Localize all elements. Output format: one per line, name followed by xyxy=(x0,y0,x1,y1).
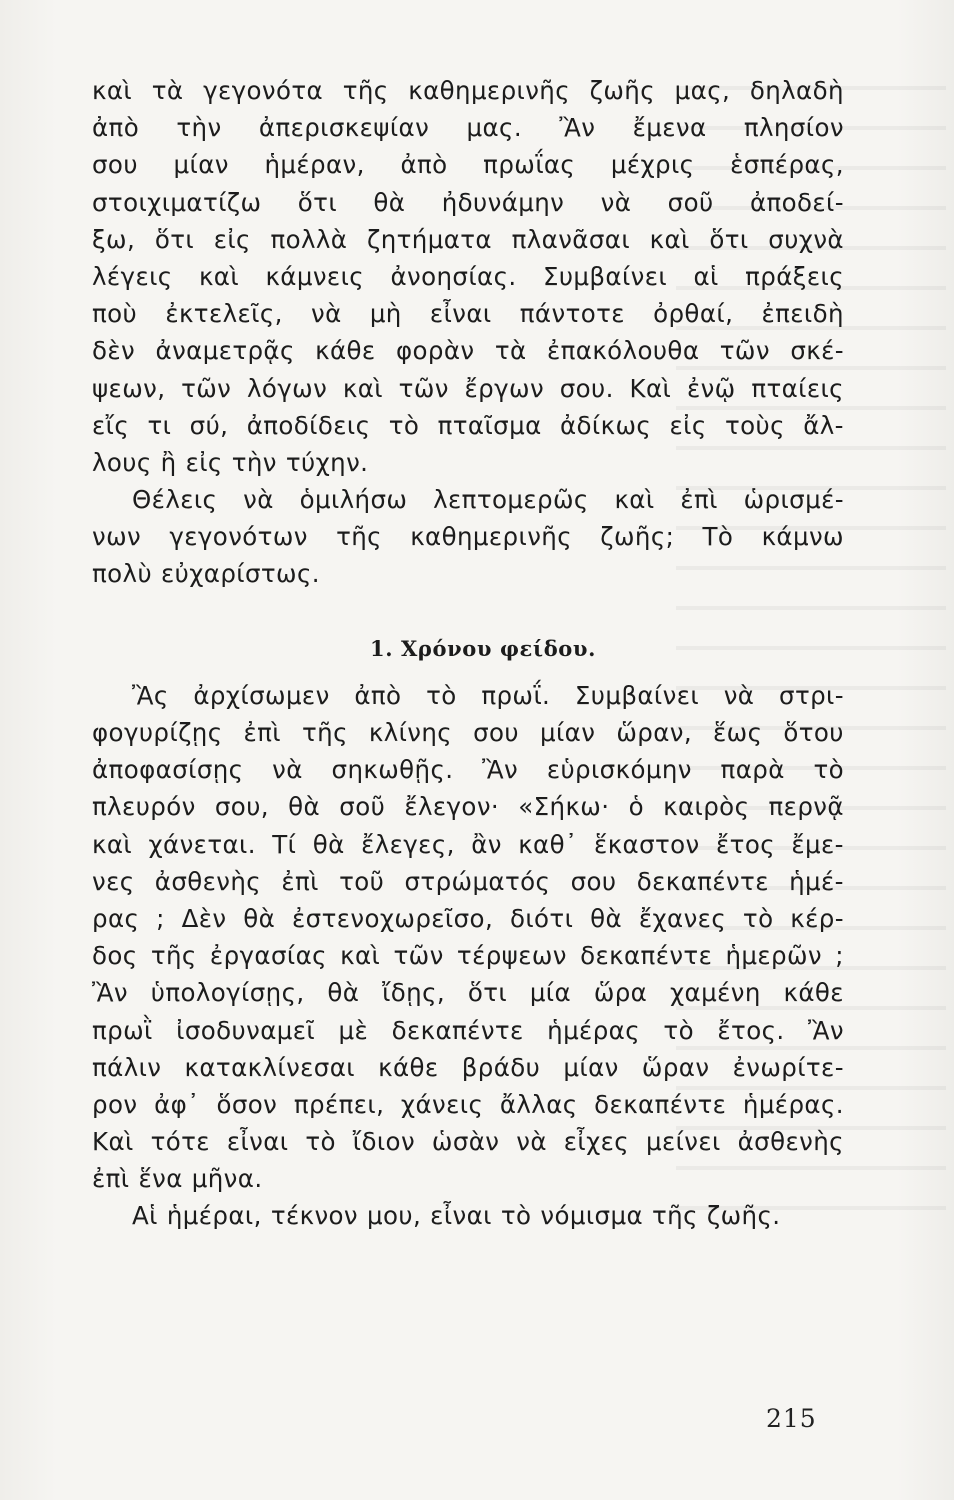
text-line: ξω, ὅτι εἰς πολλὰ ζητήματα πλανᾶσαι καὶ ὅτι συχνὰ xyxy=(92,224,844,254)
text-line: Ἂς ἀρχίσωμεν ἀπὸ τὸ πρωΐ. Συμβαίνει νὰ στρι- xyxy=(132,680,844,710)
text-line: στοιχιματίζω ὅτι θὰ ἠδυνάμην νὰ σοῦ ἀποδεί- xyxy=(92,187,844,217)
paragraph-3 xyxy=(92,677,844,1198)
text-line: νες ἀσθενὴς ἐπὶ τοῦ στρώματός σου δεκαπέντε ἡμέ- xyxy=(92,866,844,896)
text-line: Αἱ ἡμέραι, τέκνον μου, εἶναι τὸ νόμισμα τῆς ζωῆς. xyxy=(132,1201,781,1231)
text-line: φογυρίζῃς ἐπὶ τῆς κλίνης σου μίαν ὥραν, ἕως ὅτου xyxy=(92,718,844,747)
text-line: λέγεις καὶ κάμνεις ἀνοησίας. Συμβαίνει αἱ πράξεις xyxy=(92,261,844,291)
text-line: ἀποφασίσῃς νὰ σηκωθῇς. Ἂν εὑρισκόμην παρὰ τὸ xyxy=(92,755,844,785)
text-line: πολὺ εὐχαρίστως. xyxy=(92,559,320,589)
text-line: Ἂν ὑπολογίσῃς, θὰ ἴδῃς, ὅτι μία ὥρα χαμένη κάθε xyxy=(92,978,844,1008)
page-number: 215 xyxy=(766,1404,817,1433)
text-line: Θέλεις νὰ ὁμιλήσω λεπτομερῶς καὶ ἐπὶ ὡρισμέ- xyxy=(132,485,844,515)
text-line: Καὶ τότε εἶναι τὸ ἴδιον ὡσὰν νὰ εἶχες μείνει ἀσθενὴς xyxy=(92,1127,844,1157)
text-line: πλευρόν σου, θὰ σοῦ ἔλεγον· «Σήκω· ὁ καιρὸς περνᾷ xyxy=(92,792,844,822)
body-text xyxy=(92,72,844,1235)
text-line: ρον ἀφ᾽ ὅσον πρέπει, χάνεις ἄλλας δεκαπέντε ἡμέρας. xyxy=(92,1089,844,1119)
text-line: πρωῒ ἰσοδυναμεῖ μὲ δεκαπέντε ἡμέρας τὸ ἔτος. Ἂν xyxy=(92,1015,844,1045)
text-line: πάλιν κατακλίνεσαι κάθε βράδυ μίαν ὥραν ἐνωρίτε- xyxy=(92,1052,844,1082)
text-line: ψεων, τῶν λόγων καὶ τῶν ἔργων σου. Καὶ ἐνῷ πταίεις xyxy=(92,373,844,403)
paragraph-2 xyxy=(92,481,844,593)
text-line: ποὺ ἐκτελεῖς, νὰ μὴ εἶναι πάντοτε ὀρθαί, ἐπειδὴ xyxy=(92,299,844,329)
text-line: ἀπὸ τὴν ἀπερισκεψίαν μας. Ἂν ἔμενα πλησίον xyxy=(92,113,844,143)
text-line: ἐπὶ ἕνα μῆνα. xyxy=(92,1164,263,1194)
paragraph-4 xyxy=(92,1197,844,1234)
text-line: λους ἢ εἰς τὴν τύχην. xyxy=(92,447,369,477)
text-line: ρας ; Δὲν θὰ ἐστενοχωρεῖσο, διότι θὰ ἔχανες τὸ κέρ- xyxy=(92,903,844,933)
text-line: καὶ χάνεται. Τί θὰ ἔλεγες, ἂν καθ᾽ ἕκαστον ἔτος ἔμε- xyxy=(92,829,844,859)
text-line: καὶ τὰ γεγονότα τῆς καθημερινῆς ζωῆς μας, δηλαδὴ xyxy=(92,76,844,105)
text-line: νων γεγονότων τῆς καθημερινῆς ζωῆς; Τὸ κάμνω xyxy=(92,522,844,552)
section-heading: 1. Χρόνου φείδου. xyxy=(370,635,596,661)
text-line: δὲν ἀναμετρᾷς κάθε φορὰν τὰ ἐπακόλουθα τῶν σκέ- xyxy=(92,336,844,366)
text-line: σου μίαν ἡμέραν, ἀπὸ πρωΐας μέχρις ἑσπέρας, xyxy=(92,150,844,180)
text-line: εἴς τι σύ, ἀποδίδεις τὸ πταῖσμα ἀδίκως εἰς τοὺς ἄλ- xyxy=(92,410,844,440)
text-line: δος τῆς ἐργασίας καὶ τῶν τέρψεων δεκαπέντε ἡμερῶν ; xyxy=(92,941,844,971)
paragraph-1 xyxy=(92,72,844,481)
